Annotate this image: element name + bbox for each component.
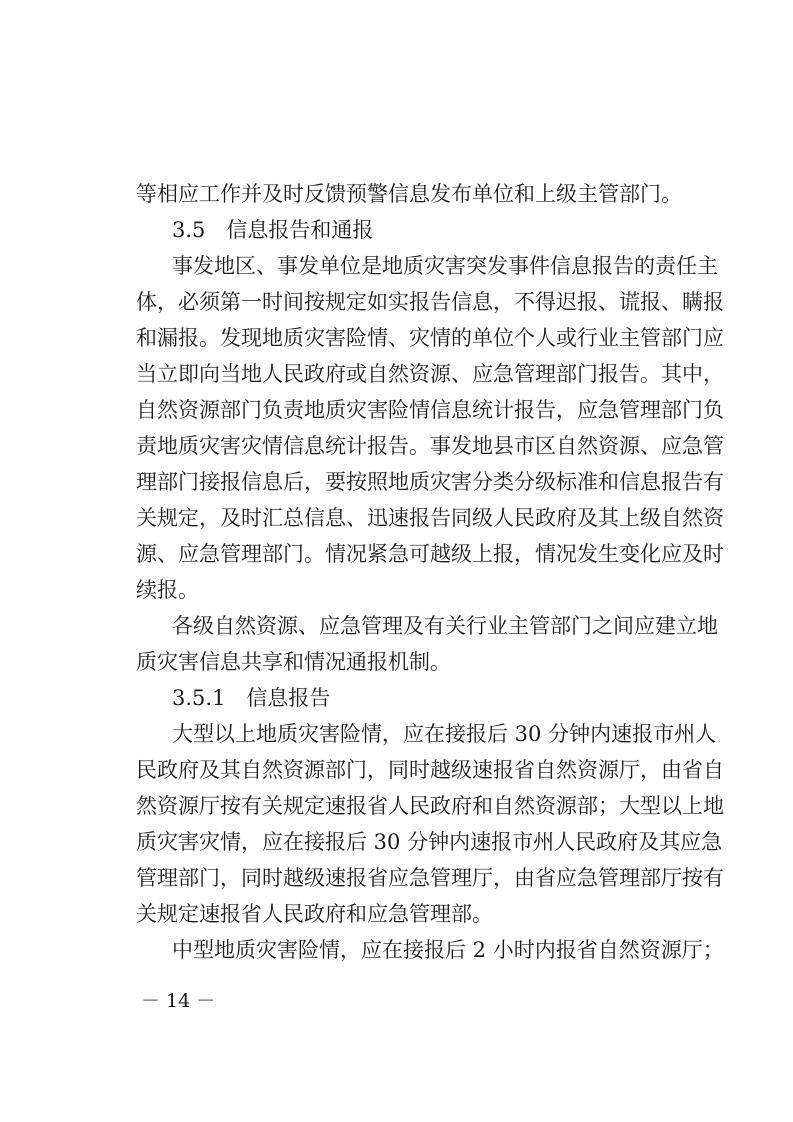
paragraph-line: 各级自然资源、应急管理及有关行业主管部门之间应建立地 xyxy=(172,614,718,638)
paragraph-line: 责地质灾害灾情信息统计报告。事发地县市区自然资源、应急管 xyxy=(136,434,724,458)
paragraph-line: 大型以上地质灾害险情，应在接报后 30 分钟内速报市州人 xyxy=(172,722,717,746)
paragraph-line: 然资源厅按有关规定速报省人民政府和自然资源部；大型以上地 xyxy=(136,794,724,818)
paragraph-line: 和漏报。发现地质灾害险情、灾情的单位个人或行业主管部门应 xyxy=(136,326,724,350)
paragraph-line: 理部门接报信息后，要按照地质灾害分类分级标准和信息报告有 xyxy=(136,470,724,494)
paragraph-line: 关规定速报省人民政府和应急管理部。 xyxy=(136,902,493,926)
paragraph-line: 事发地区、事发单位是地质灾害突发事件信息报告的责任主 xyxy=(172,254,718,278)
paragraph-line: 管理部门，同时越级速报省应急管理厅，由省应急管理部厅按有 xyxy=(136,866,724,890)
paragraph-line: 等相应工作并及时反馈预警信息发布单位和上级主管部门。 xyxy=(136,182,682,206)
subsection-heading: 3.5.1 信息报告 xyxy=(172,686,331,710)
page-number: － 14 － xyxy=(141,990,216,1012)
paragraph-line: 当立即向当地人民政府或自然资源、应急管理部门报告。其中， xyxy=(136,362,724,386)
paragraph-line: 源、应急管理部门。情况紧急可越级上报，情况发生变化应及时 xyxy=(136,542,724,566)
paragraph-line: 民政府及其自然资源部门，同时越级速报省自然资源厅，由省自 xyxy=(136,758,724,782)
paragraph-line: 自然资源部门负责地质灾害险情信息统计报告，应急管理部门负 xyxy=(136,398,724,422)
paragraph-line: 质灾害灾情，应在接报后 30 分钟内速报市州人民政府及其应急 xyxy=(136,830,723,854)
section-heading: 3.5 信息报告和通报 xyxy=(172,218,374,242)
paragraph-line: 中型地质灾害险情，应在接报后 2 小时内报省自然资源厅； xyxy=(172,938,724,962)
paragraph-line: 质灾害信息共享和情况通报机制。 xyxy=(136,650,451,674)
paragraph-line: 续报。 xyxy=(136,578,199,602)
paragraph-line: 体，必须第一时间按规定如实报告信息，不得迟报、谎报、瞒报 xyxy=(136,290,724,314)
paragraph-line: 关规定，及时汇总信息、迅速报告同级人民政府及其上级自然资 xyxy=(136,506,724,530)
